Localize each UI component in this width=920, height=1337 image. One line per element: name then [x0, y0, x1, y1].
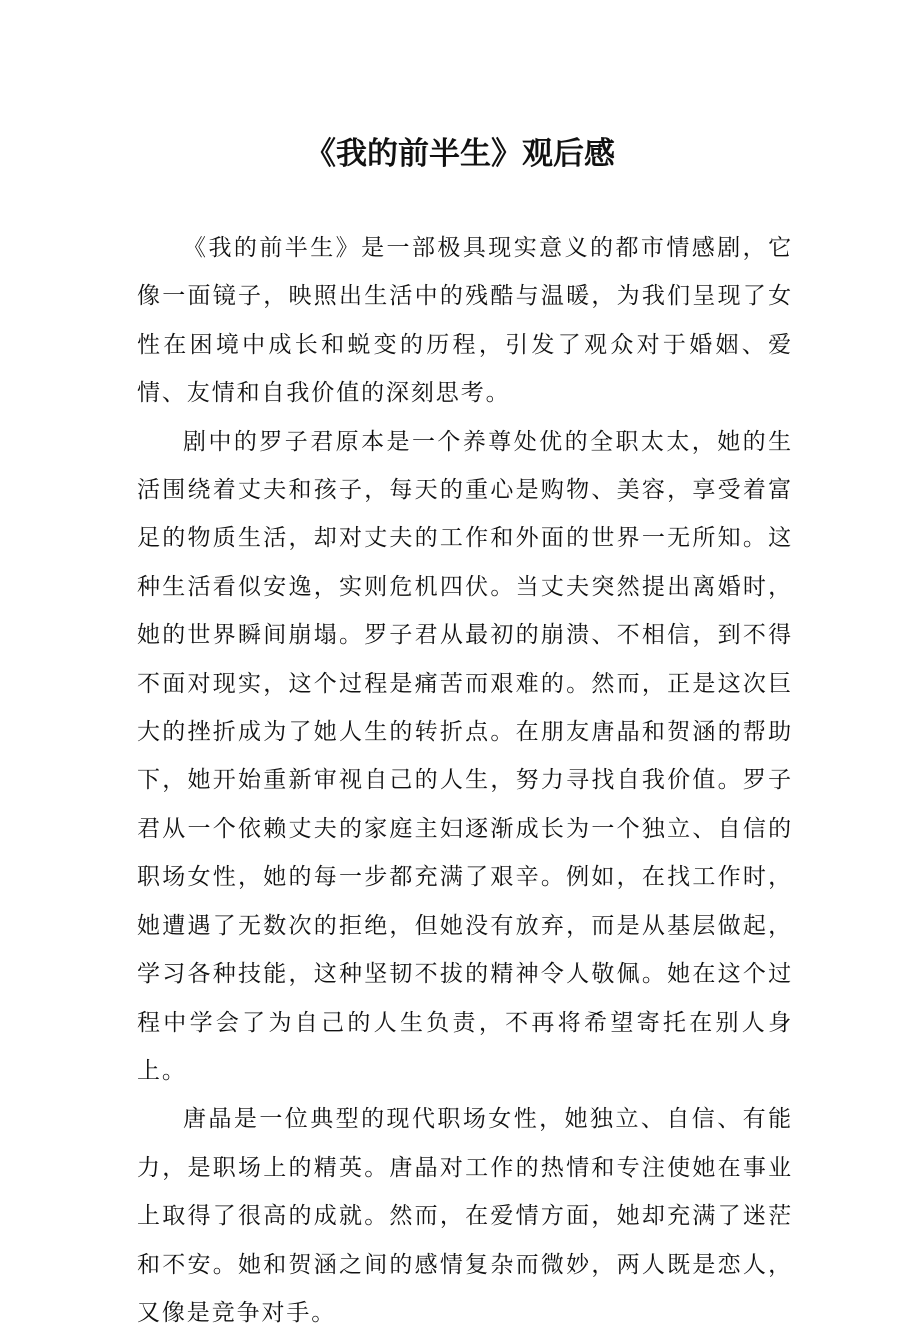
paragraph-luo-zijun: 剧中的罗子君原本是一个养尊处优的全职太太，她的生活围绕着丈夫和孩子，每天的重心是购物、美容，享受着富足的物质生活，却对丈夫的工作和外面的世界一无所知。这种生活看似安逸，实则危机四伏。当丈夫突然提出离婚时，她的世界瞬间崩塌。罗子君从最初的崩溃、不相信，到不得不面对现实，这个过程是痛苦而艰难的。然而，正是这次巨大的挫折成为了她人生的转折点。在朋友唐晶和贺涵的帮助下，她开始重新审视自己的人生，努力寻找自我价值。罗子君从一个依赖丈夫的家庭主妇逐渐成长为一个独立、自信的职场女性，她的每一步都充满了艰辛。例如，在找工作时，她遭遇了无数次的拒绝，但她没有放弃，而是从基层做起，学习各种技能，这种坚韧不拔的精神令人敬佩。她在这个过程中学会了为自己的人生负责，不再将希望寄托在别人身上。: [137, 428, 793, 1084]
document-body: [137, 224, 793, 1337]
paragraph-intro: 《我的前半生》是一部极具现实意义的都市情感剧，它像一面镜子，映照出生活中的残酷与温暖，为我们呈现了女性在困境中成长和蜕变的历程，引发了观众对于婚姻、爱情、友情和自我价值的深刻思考。: [137, 235, 793, 407]
paragraph-tang-jing: 唐晶是一位典型的现代职场女性，她独立、自信、有能力，是职场上的精英。唐晶对工作的热情和专注使她在事业上取得了很高的成就。然而，在爱情方面，她却充满了迷茫和不安。她和贺涵之间的感情复杂而微妙，两人既是恋人，又像是竞争对手。: [137, 1106, 793, 1326]
document-title: 《我的前半生》观后感: [305, 136, 615, 172]
